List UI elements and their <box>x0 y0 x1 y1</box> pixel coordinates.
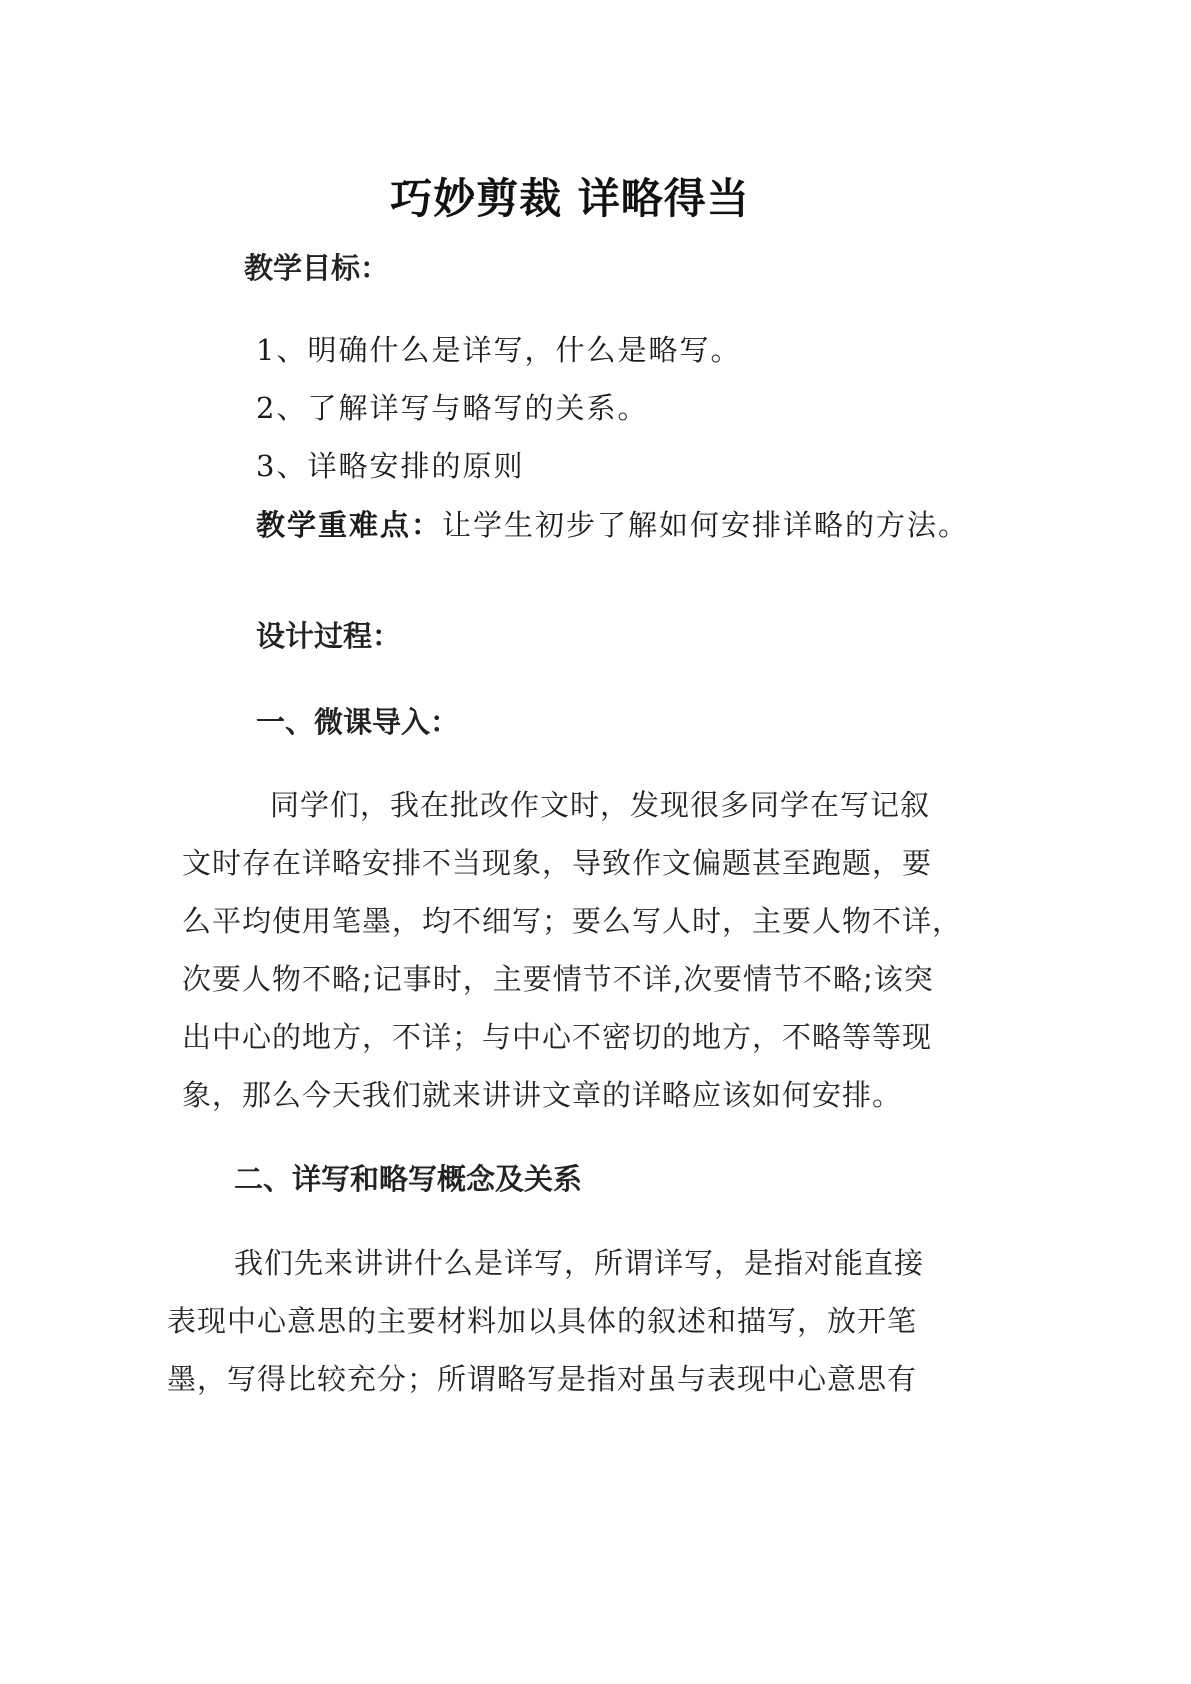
document-title: 巧妙剪裁 详略得当 <box>390 174 750 223</box>
objective-item: 3、详略安排的原则 <box>256 449 525 483</box>
section-1-line: 么平均使用笔墨，均不细写；要么写人时，主要人物不详， <box>182 904 963 938</box>
focus-paragraph <box>256 503 969 544</box>
section-2-line: 墨，写得比较充分；所谓略写是指对虽与表现中心意思有 <box>167 1362 918 1396</box>
objectives-heading: 教学目标： <box>244 251 390 285</box>
objective-item: 1、明确什么是详写，什么是略写。 <box>256 333 742 367</box>
section-1-line: 出中心的地方，不详；与中心不密切的地方，不略等等现 <box>182 1020 933 1054</box>
design-heading: 设计过程： <box>256 619 402 653</box>
section-2-line: 我们先来讲讲什么是详写，所谓详写，是指对能直接 <box>234 1246 925 1280</box>
section-1-line: 次要人物不略;记事时，主要情节不详,次要情节不略;该突 <box>182 962 934 996</box>
focus-label: 教学重难点： <box>256 508 443 542</box>
objective-item: 2、了解详写与略写的关系。 <box>256 391 649 425</box>
section-1-line: 同学们，我在批改作文时，发现很多同学在写记叙 <box>270 788 931 822</box>
section-1-line: 象，那么今天我们就来讲讲文章的详略应该如何安排。 <box>182 1078 903 1112</box>
section-1-line: 文时存在详略安排不当现象，导致作文偏题甚至跑题，要 <box>182 846 933 880</box>
section-2-line: 表现中心意思的主要材料加以具体的叙述和描写，放开笔 <box>167 1304 918 1338</box>
section-1-heading: 一、微课导入： <box>256 705 460 739</box>
focus-text: 让学生初步了解如何安排详略的方法。 <box>442 508 970 542</box>
section-2-heading: 二、详写和略写概念及关系 <box>234 1162 583 1196</box>
